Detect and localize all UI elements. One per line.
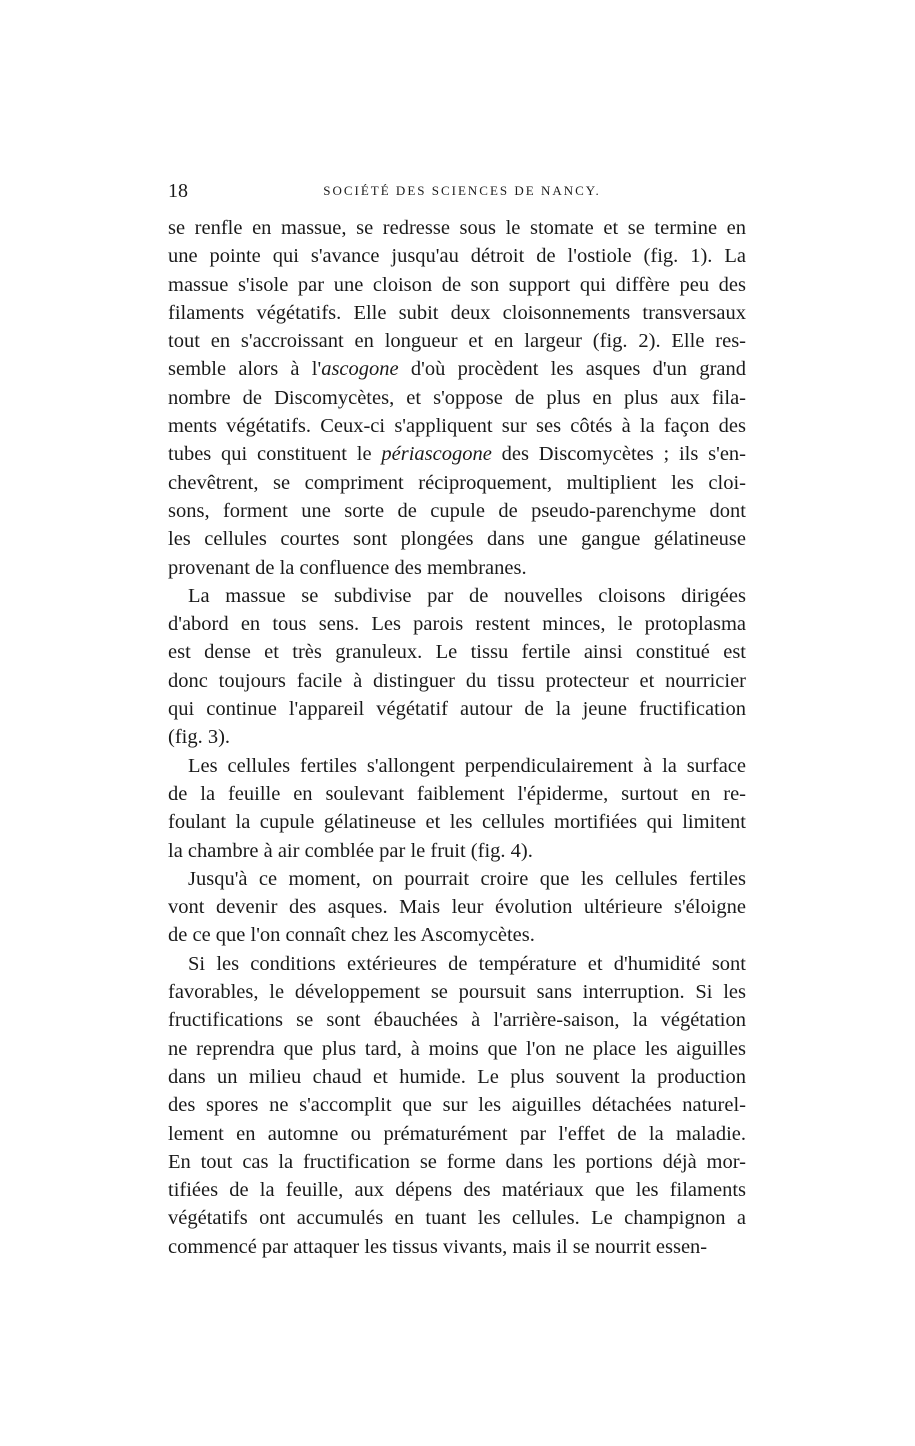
text-line: est dense et très granuleux. Le tissu fertile ainsi constitué est — [168, 641, 746, 664]
text-line: sons, forment une sorte de cupule de pseudo-parenchyme dont — [168, 499, 746, 522]
text-line: Si les conditions extérieures de température et d'humidité sont — [188, 952, 746, 975]
text-line: commencé par attaquer les tissus vivants, mais il se nourrit essen- — [168, 1235, 708, 1258]
text-line: La massue se subdivise par de nouvelles cloisons dirigées — [188, 584, 746, 607]
text-line: dans un milieu chaud et humide. Le plus souvent la production — [168, 1065, 746, 1088]
paragraph — [168, 214, 746, 582]
text-line: se renfle en massue, se redresse sous le stomate et se termine en — [168, 217, 746, 239]
text-line: tifiées de la feuille, aux dépens des matériaux que les filaments — [168, 1179, 746, 1202]
text-line: massue s'isole par une cloison de son support qui diffère peu des — [168, 273, 746, 296]
text-line: les cellules courtes sont plongées dans une gangue gélatineuse — [168, 528, 746, 551]
text-line: chevêtrent, se compriment réciproquement, multiplient les cloi- — [168, 471, 746, 494]
body-text — [168, 214, 746, 1261]
text-line: (fig. 3). — [168, 726, 231, 749]
text-line: vont devenir des asques. Mais leur évolution ultérieure s'éloigne — [168, 896, 746, 919]
text-line: végétatifs ont accumulés en tuant les cellules. Le champignon a — [168, 1207, 746, 1230]
text-line: une pointe qui s'avance jusqu'au détroit de l'ostiole (fig. 1). La — [168, 245, 746, 268]
text-line: provenant de la confluence des membranes. — [168, 556, 527, 579]
text-line: de la feuille en soulevant faiblement l'épiderme, surtout en re- — [168, 782, 746, 805]
text-line: foulant la cupule gélatineuse et les cellules mortifiées qui limitent — [168, 811, 746, 834]
text-line: d'abord en tous sens. Les parois restent minces, le protoplasma — [168, 613, 746, 636]
text-line: la chambre à air comblée par le fruit (fig. 4). — [168, 839, 533, 862]
text-line: ne reprendra que plus tard, à moins que l'on ne place les aiguilles — [168, 1037, 746, 1060]
text-line: donc toujours facile à distinguer du tissu protecteur et nourricier — [168, 669, 746, 692]
paragraph — [168, 865, 746, 950]
text-line: En tout cas la fructification se forme dans les portions déjà mor- — [168, 1150, 746, 1173]
text-line: semble alors à l'ascogone d'où procèdent les asques d'un grand — [168, 358, 746, 381]
text-line: de ce que l'on connaît chez les Ascomycètes. — [168, 924, 535, 947]
text-line: Jusqu'à ce moment, on pourrait croire que les cellules fertiles — [188, 867, 746, 890]
running-head: SOCIÉTÉ DES SCIENCES DE NANCY. — [323, 183, 601, 198]
paragraph — [168, 582, 746, 752]
text-line: des spores ne s'accomplit que sur les aiguilles détachées naturel- — [168, 1094, 746, 1117]
text-line: Les cellules fertiles s'allongent perpendiculairement à la surface — [188, 754, 746, 777]
paragraph — [168, 950, 746, 1261]
text-line: tout en s'accroissant en longueur et en largeur (fig. 2). Elle res- — [168, 330, 746, 353]
text-line: ments végétatifs. Ceux-ci s'appliquent sur ses côtés à la façon des — [168, 415, 746, 438]
text-line: favorables, le développement se poursuit sans interruption. Si les — [168, 981, 746, 1004]
text-line: qui continue l'appareil végétatif autour de la jeune fructification — [168, 698, 746, 721]
page-number: 18 — [168, 180, 188, 202]
paragraph — [168, 752, 746, 865]
text-line: lement en automne ou prématurément par l'effet de la maladie. — [168, 1122, 746, 1145]
text-line: tubes qui constituent le périascogone des Discomycètes ; ils s'en- — [168, 443, 746, 466]
page-header — [168, 178, 746, 208]
text-line: nombre de Discomycètes, et s'oppose de plus en plus aux fila- — [168, 386, 746, 409]
text-line: fructifications se sont ébauchées à l'arrière-saison, la végétation — [168, 1009, 746, 1032]
text-line: filaments végétatifs. Elle subit deux cloisonnements transversaux — [168, 301, 746, 324]
